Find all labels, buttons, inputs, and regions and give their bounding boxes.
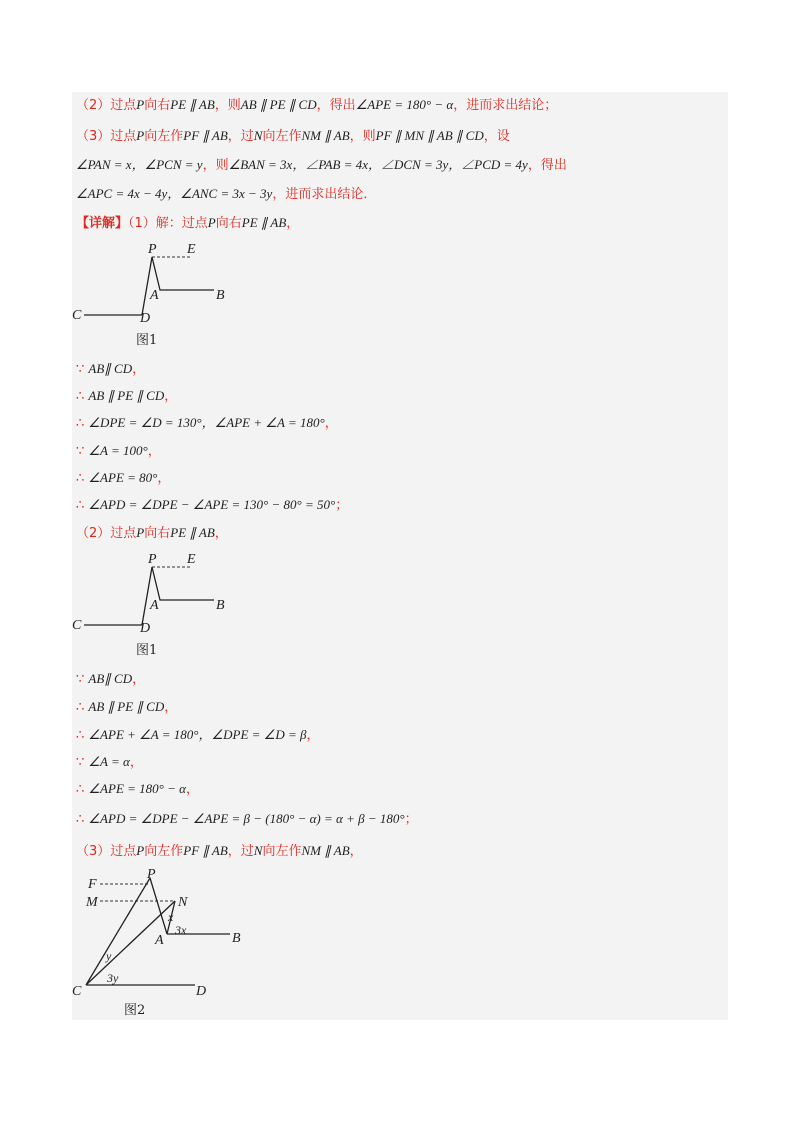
math-expression: P — [136, 843, 145, 858]
text-span: ， — [164, 700, 178, 715]
label-D: D — [140, 621, 151, 636]
label-P: P — [148, 552, 157, 567]
math-expression: ∠PAN = x，∠PCN = y — [76, 157, 203, 172]
text-span: 向左作 — [262, 129, 302, 144]
text-span: ， — [132, 672, 146, 687]
text-span: ，则 — [202, 158, 229, 173]
text-line — [76, 780, 199, 799]
text-span: ； — [404, 812, 418, 827]
label-B: B — [216, 598, 225, 613]
math-expression: N — [253, 128, 263, 143]
text-line — [76, 414, 338, 433]
text-span: ； — [335, 498, 349, 513]
text-span: ∴ — [76, 389, 89, 404]
math-expression: ∠A = 100° — [88, 443, 148, 458]
text-span: ∴ — [76, 812, 89, 827]
text-line — [76, 360, 145, 379]
text-span: 向右 — [144, 98, 171, 113]
text-span: ，进而求出结论； — [453, 98, 558, 113]
label-C: C — [72, 984, 82, 999]
math-expression: N — [253, 843, 263, 858]
math-expression: PE ∥ AB — [241, 215, 287, 230]
text-span: （2）过点 — [76, 98, 137, 113]
label-B: B — [216, 288, 225, 303]
label-E: E — [187, 552, 196, 567]
text-span: ∴ — [76, 471, 89, 486]
text-line — [76, 442, 161, 461]
text-span: ， — [129, 755, 143, 770]
text-span: ，过 — [227, 129, 254, 144]
math-expression: ∠A = α — [88, 754, 130, 769]
math-expression: P — [207, 215, 216, 230]
text-span: ∵ — [76, 672, 89, 687]
text-span: ∵ — [76, 755, 89, 770]
math-expression: P — [136, 525, 145, 540]
figure-caption: 图1 — [136, 333, 158, 348]
text-span: ∴ — [76, 728, 89, 743]
math-expression: ∠DPE = ∠D = 130°，∠APE + ∠A = 180° — [88, 415, 325, 430]
text-span: （1）解：过点 — [128, 216, 208, 231]
math-expression: NM ∥ AB — [301, 843, 350, 858]
text-span: ， — [214, 526, 228, 541]
math-expression: ∠APD = ∠DPE − ∠APE = 130° − 80° = 50° — [88, 497, 336, 512]
text-line — [76, 469, 170, 488]
text-line — [76, 127, 510, 146]
text-span: ∴ — [76, 498, 89, 513]
label-P: P — [147, 867, 156, 882]
math-expression: P — [136, 128, 145, 143]
text-span: 向左作 — [262, 844, 302, 859]
text-span: ，设 — [483, 129, 510, 144]
math-expression: AB ∥ PE ∥ CD — [240, 97, 317, 112]
math-expression: ∠APE = 180° − α — [355, 97, 454, 112]
text-span: ， — [157, 471, 171, 486]
math-expression: ∠APE = 180° − α — [88, 781, 186, 796]
math-expression: AB∥ CD — [88, 361, 133, 376]
math-expression: ∠BAN = 3x，∠PAB = 4x，∠DCN = 3y，∠PCD = 4y — [228, 157, 528, 172]
math-expression: PF ∥ AB — [183, 128, 228, 143]
math-expression: ∠APE + ∠A = 180°，∠DPE = ∠D = β — [88, 727, 307, 742]
label-3x: 3x — [175, 923, 187, 937]
text-line — [76, 214, 299, 233]
text-span: ， — [185, 782, 199, 797]
text-line — [76, 496, 348, 515]
label-x: x — [168, 910, 174, 924]
text-span: （3）过点 — [76, 129, 137, 144]
text-line — [76, 185, 376, 204]
text-span: ， — [147, 444, 161, 459]
figure-caption: 图1 — [136, 643, 158, 658]
text-span: ， — [164, 389, 178, 404]
math-expression: PF ∥ MN ∥ AB ∥ CD — [375, 128, 484, 143]
text-span: ， — [324, 416, 338, 431]
label-A: A — [150, 288, 159, 303]
math-expression: AB∥ CD — [88, 671, 133, 686]
label-D: D — [196, 984, 207, 999]
text-span: ，进而求出结论． — [272, 187, 377, 202]
label-A: A — [155, 933, 164, 948]
text-line — [76, 524, 228, 543]
figure-caption: 图2 — [124, 1003, 146, 1016]
text-span: （3）过点 — [76, 844, 137, 859]
text-span: ，得出 — [527, 158, 567, 173]
text-line — [76, 387, 177, 406]
text-span: ∴ — [76, 700, 89, 715]
text-span: ，则 — [349, 129, 376, 144]
math-expression: NM ∥ AB — [301, 128, 350, 143]
math-expression: ∠APC = 4x − 4y，∠ANC = 3x − 3y — [76, 186, 273, 201]
text-span: 向右 — [215, 216, 242, 231]
label-E: E — [187, 242, 196, 257]
text-span: ，过 — [227, 844, 254, 859]
label-B: B — [232, 931, 241, 946]
label-3y: 3y — [107, 971, 119, 985]
text-span: ∴ — [76, 416, 89, 431]
label-M: M — [86, 895, 98, 910]
text-line — [76, 156, 567, 175]
text-span: 向左作 — [144, 844, 184, 859]
text-span: ， — [306, 728, 320, 743]
math-expression: ∠APD = ∠DPE − ∠APE = β − (180° − α) = α + β − 180° — [88, 811, 405, 826]
math-expression: PE ∥ AB — [170, 525, 215, 540]
label-P: P — [148, 242, 157, 257]
math-expression: ∠APE = 80° — [88, 470, 158, 485]
text-span: ， — [286, 216, 300, 231]
text-span: （2）过点 — [76, 526, 137, 541]
text-line — [76, 698, 177, 717]
math-expression: AB ∥ PE ∥ CD — [88, 388, 165, 403]
text-span: ∴ — [76, 782, 89, 797]
figure-2 — [72, 866, 272, 1016]
text-span: 向左作 — [144, 129, 184, 144]
text-span: ，得出 — [316, 98, 356, 113]
text-span: ∵ — [76, 362, 89, 377]
label-y: y — [106, 949, 112, 963]
math-expression: AB ∥ PE ∥ CD — [88, 699, 165, 714]
label-D: D — [140, 311, 151, 326]
text-span: ， — [132, 362, 146, 377]
text-line — [76, 753, 143, 772]
text-line — [76, 810, 418, 829]
figure-1b — [72, 550, 272, 665]
math-expression: PE ∥ AB — [170, 97, 215, 112]
label-C: C — [72, 308, 82, 323]
text-span: 向右 — [144, 526, 171, 541]
math-expression: P — [136, 97, 145, 112]
text-span: ，则 — [214, 98, 241, 113]
text-line — [76, 842, 363, 861]
text-line — [76, 670, 145, 689]
label-A: A — [150, 598, 159, 613]
label-F: F — [88, 877, 97, 892]
text-span: 【详解】 — [76, 216, 129, 231]
figure-1a — [72, 240, 272, 355]
label-C: C — [72, 618, 82, 633]
text-line — [76, 726, 320, 745]
text-line — [76, 96, 557, 115]
text-span: ， — [349, 844, 363, 859]
text-span: ∵ — [76, 444, 89, 459]
label-N: N — [178, 895, 188, 910]
math-expression: PF ∥ AB — [183, 843, 228, 858]
